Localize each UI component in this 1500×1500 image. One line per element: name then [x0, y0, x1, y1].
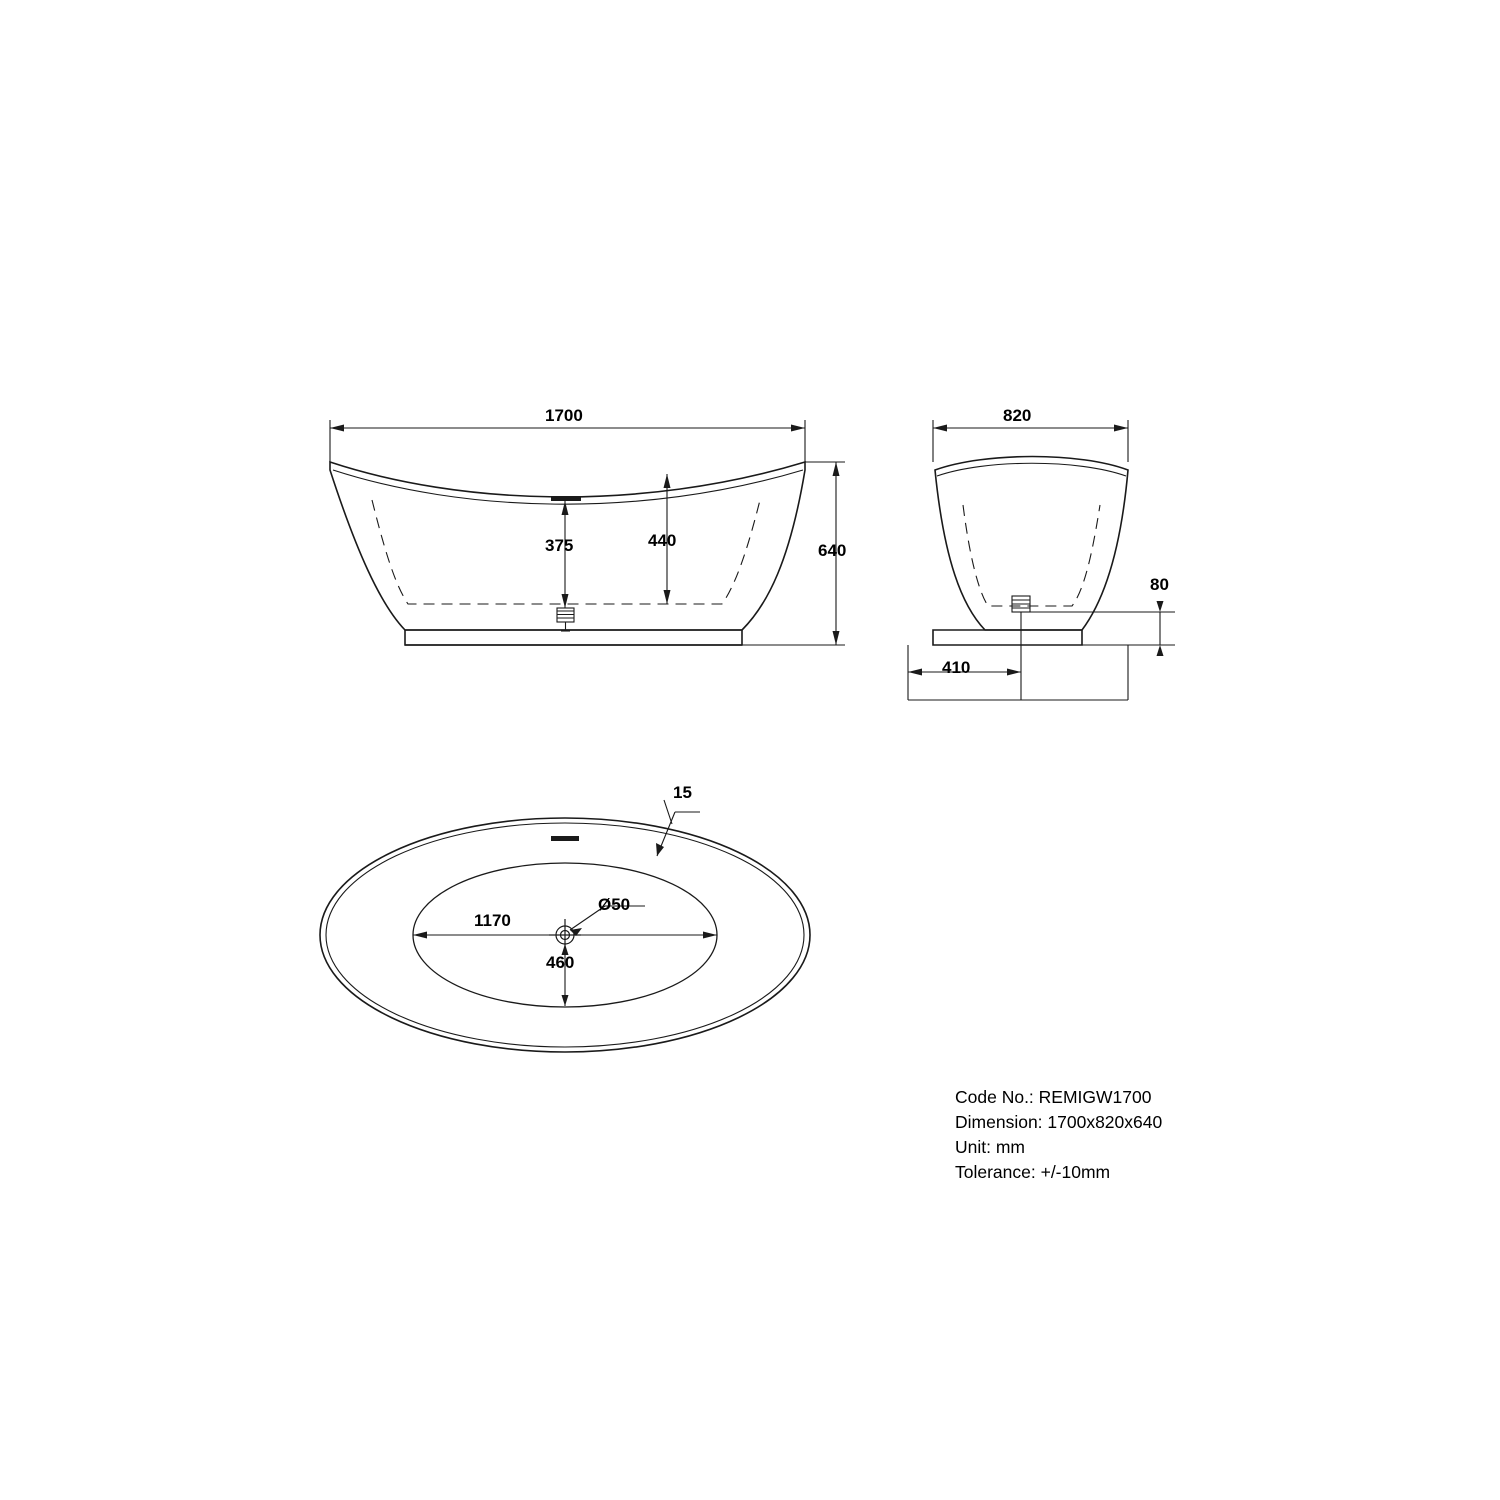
dim-label-inner-depth: 440 — [648, 531, 677, 550]
dim-label-foot-height: 80 — [1150, 575, 1169, 594]
note-dimension: Dimension: 1700x820x640 — [955, 1112, 1163, 1132]
dim-label-plan-length: 1170 — [474, 911, 511, 930]
front-drain-symbol — [557, 608, 574, 631]
dim-side-width — [933, 420, 1128, 462]
notes-block — [955, 1085, 1162, 1185]
side-base-skirt — [933, 630, 1082, 645]
front-base-skirt — [405, 630, 742, 645]
dim-foot-width — [908, 645, 1128, 700]
note-tolerance: Tolerance: +/-10mm — [955, 1162, 1111, 1182]
side-rim-inner-line — [937, 463, 1126, 476]
front-overflow-slot — [551, 496, 581, 501]
dim-foot-height — [1030, 601, 1175, 656]
side-tub-outline — [935, 457, 1128, 631]
dim-label-side-width: 820 — [1003, 406, 1032, 425]
note-code-no: Code No.: REMIGW1700 — [955, 1087, 1152, 1107]
dim-label-front-width: 1700 — [545, 406, 583, 425]
note-unit: Unit: mm — [955, 1137, 1025, 1157]
front-elevation-view — [330, 420, 845, 645]
dim-label-front-height: 640 — [818, 541, 847, 560]
side-drain-symbol — [1012, 596, 1030, 645]
dim-front-width — [330, 420, 805, 462]
plan-overflow-slot — [551, 836, 579, 841]
top-plan-view — [320, 800, 810, 1052]
dim-label-waste-depth: 375 — [545, 536, 574, 555]
dim-label-plan-width: 460 — [546, 953, 575, 972]
side-inner-wall-dashed — [963, 505, 1100, 606]
dim-label-foot-width: 410 — [942, 658, 971, 677]
dim-label-drain-diameter: Ø50 — [598, 895, 631, 914]
dim-label-rim-thickness: 15 — [673, 783, 692, 802]
